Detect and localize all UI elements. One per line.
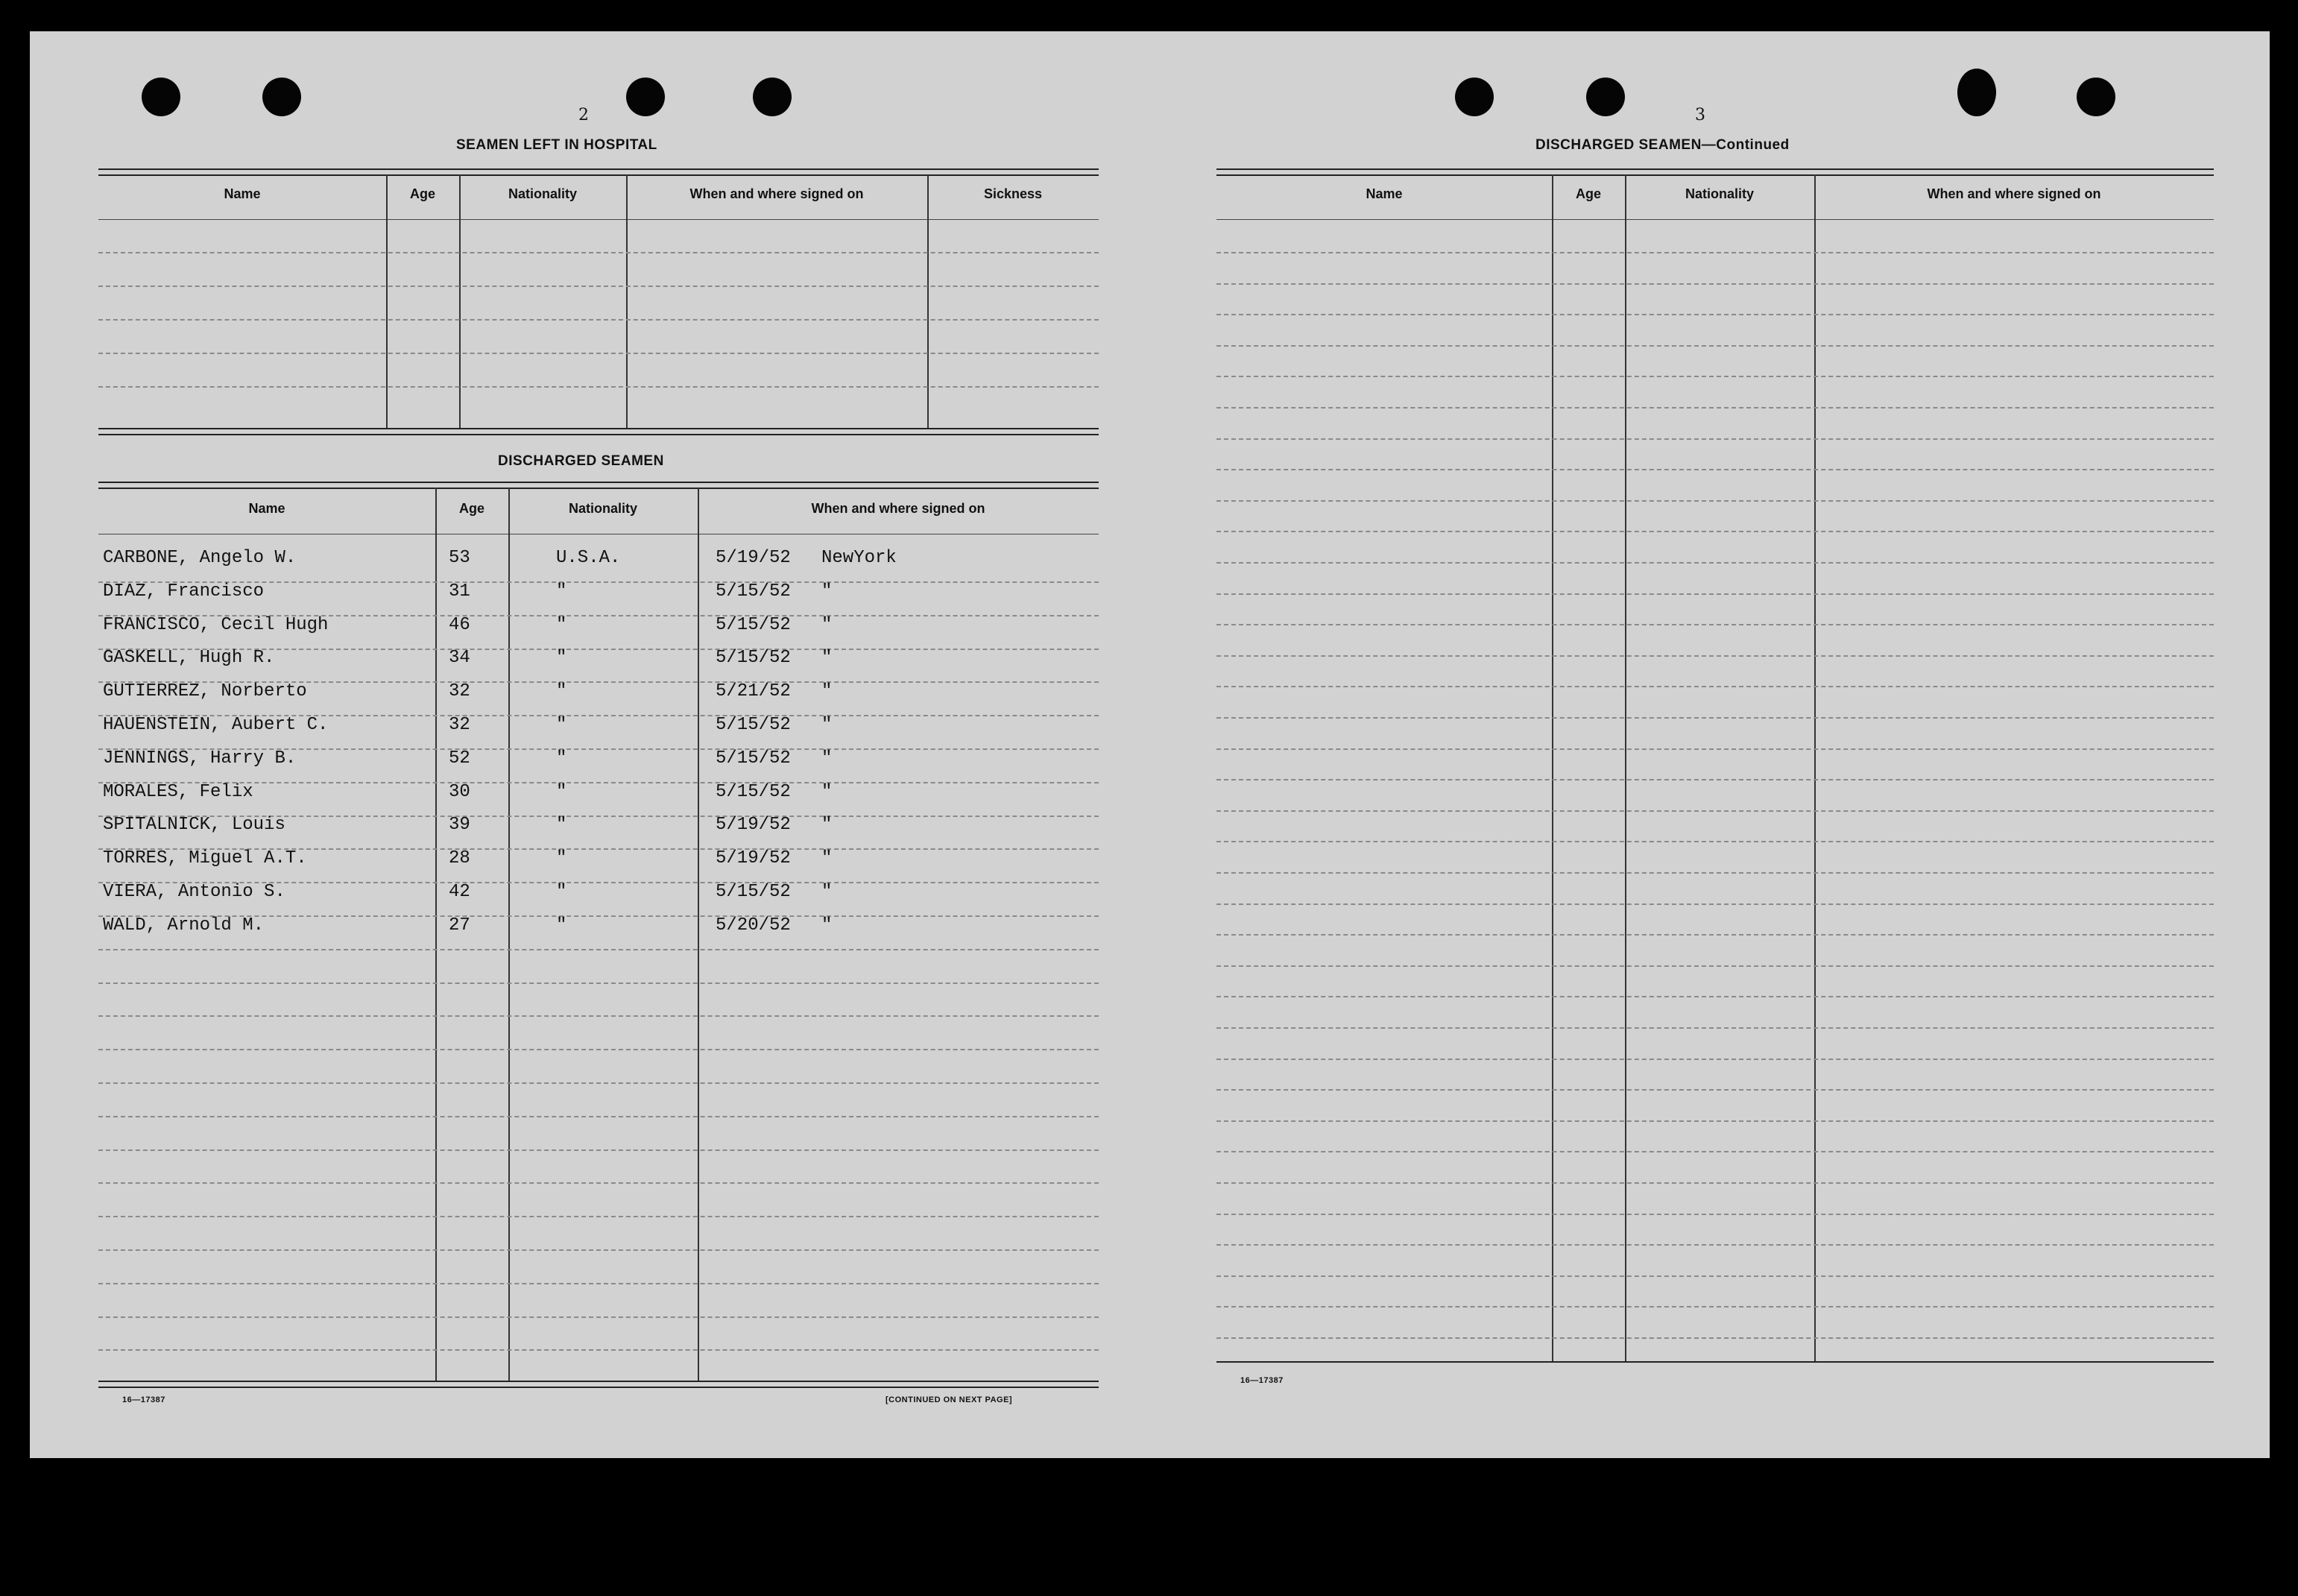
ruled-line — [1216, 903, 2214, 905]
signed-on-date: 5/15/52 — [716, 581, 791, 602]
ruled-line — [98, 1349, 1099, 1351]
table-rule — [98, 1387, 1099, 1388]
seaman-age: 46 — [449, 614, 470, 635]
signed-on-date: 5/19/52 — [716, 848, 791, 869]
column-header-nationality: Nationality — [568, 501, 637, 516]
seaman-name: JENNINGS, Harry B. — [103, 748, 297, 769]
seaman-name: TORRES, Miguel A.T. — [103, 848, 307, 869]
ruled-line — [1216, 562, 2214, 564]
table-rule — [1216, 219, 2214, 220]
signed-on-place: NewYork — [821, 548, 897, 568]
ruled-line — [98, 1216, 1099, 1217]
seaman-name: MORALES, Felix — [103, 781, 253, 802]
ruled-line — [98, 982, 1099, 984]
ruled-line — [1216, 624, 2214, 625]
signed-on-date: 5/15/52 — [716, 614, 791, 635]
ruled-line — [1216, 965, 2214, 967]
seaman-nationality: " — [556, 915, 567, 936]
ruled-line — [1216, 1337, 2214, 1339]
ruled-line — [1216, 252, 2214, 253]
seaman-age: 34 — [449, 648, 470, 669]
punch-hole — [142, 78, 180, 116]
seaman-nationality: " — [556, 815, 567, 836]
ruled-line — [98, 1015, 1099, 1017]
column-divider — [386, 174, 388, 428]
signed-on-date: 5/19/52 — [716, 548, 791, 568]
seaman-name: HAUENSTEIN, Aubert C. — [103, 715, 329, 735]
seaman-age: 39 — [449, 815, 470, 836]
column-header-name: Name — [1366, 186, 1403, 201]
ruled-line — [1216, 1182, 2214, 1184]
punch-hole — [1957, 69, 1996, 116]
form-number: 16—17387 — [122, 1395, 165, 1404]
continued-note: [CONTINUED ON NEXT PAGE] — [886, 1395, 1013, 1404]
signed-on-date: 5/20/52 — [716, 915, 791, 936]
table-rule — [1216, 168, 2214, 170]
signed-on-place: " — [821, 648, 833, 669]
signed-on-date: 5/21/52 — [716, 681, 791, 702]
seaman-nationality: " — [556, 748, 567, 769]
discharged-continued-title: DISCHARGED SEAMEN—Continued — [1535, 137, 1790, 153]
column-header-signed-on: When and where signed on — [689, 186, 864, 201]
column-header-name: Name — [248, 501, 285, 516]
seaman-age: 30 — [449, 781, 470, 802]
ruled-line — [1216, 1275, 2214, 1277]
ruled-line — [1216, 1120, 2214, 1122]
seaman-nationality: " — [556, 715, 567, 735]
seaman-name: GUTIERREZ, Norberto — [103, 681, 307, 702]
signed-on-date: 5/15/52 — [716, 648, 791, 669]
column-header-name: Name — [224, 186, 261, 201]
ruled-line — [1216, 438, 2214, 440]
punch-hole — [2077, 78, 2115, 116]
ruled-line — [1216, 996, 2214, 997]
seaman-age: 27 — [449, 915, 470, 936]
column-divider — [459, 174, 461, 428]
seaman-name: VIERA, Antonio S. — [103, 882, 285, 902]
column-header-age: Age — [458, 501, 484, 516]
ruled-line — [98, 386, 1099, 388]
column-divider — [508, 488, 510, 1381]
signed-on-place: " — [821, 848, 833, 869]
table-rule — [1216, 174, 2214, 176]
ruled-line — [1216, 1059, 2214, 1060]
seaman-nationality: " — [556, 781, 567, 802]
ruled-line — [1216, 1306, 2214, 1308]
seaman-age: 42 — [449, 882, 470, 902]
column-header-signed-on: When and where signed on — [1927, 186, 2101, 201]
column-divider — [927, 174, 929, 428]
signed-on-place: " — [821, 781, 833, 802]
ruled-line — [1216, 655, 2214, 657]
signed-on-date: 5/15/52 — [716, 715, 791, 735]
signed-on-date: 5/15/52 — [716, 748, 791, 769]
ruled-line — [98, 1283, 1099, 1284]
signed-on-place: " — [821, 715, 833, 735]
column-header-sickness: Sickness — [983, 186, 1043, 201]
seaman-name: WALD, Arnold M. — [103, 915, 265, 936]
ruled-line — [98, 1082, 1099, 1084]
column-header-nationality: Nationality — [508, 186, 577, 201]
ruled-line — [1216, 314, 2214, 315]
ruled-line — [98, 949, 1099, 950]
table-rule — [98, 1381, 1099, 1382]
punch-hole — [262, 78, 301, 116]
ruled-line — [1216, 283, 2214, 285]
seaman-name: CARBONE, Angelo W. — [103, 548, 297, 568]
ruled-line — [98, 252, 1099, 253]
ruled-line — [1216, 1214, 2214, 1215]
seaman-name: DIAZ, Francisco — [103, 581, 265, 602]
seaman-age: 31 — [449, 581, 470, 602]
ruled-line — [1216, 841, 2214, 842]
seaman-nationality: " — [556, 848, 567, 869]
seaman-nationality: " — [556, 648, 567, 669]
ruled-line — [1216, 500, 2214, 502]
form-number: 16—17387 — [1240, 1376, 1284, 1385]
ruled-line — [1216, 469, 2214, 470]
signed-on-place: " — [821, 748, 833, 769]
ruled-line — [98, 1182, 1099, 1184]
seaman-age: 28 — [449, 848, 470, 869]
punch-hole — [1455, 78, 1494, 116]
table-rule — [98, 219, 1099, 220]
ruled-line — [1216, 686, 2214, 687]
table-rule — [1216, 1361, 2214, 1363]
column-header-age: Age — [1575, 186, 1601, 201]
ruled-line — [1216, 1027, 2214, 1029]
signed-on-place: " — [821, 882, 833, 902]
seaman-nationality: " — [556, 581, 567, 602]
seaman-name: FRANCISCO, Cecil Hugh — [103, 614, 329, 635]
column-header-nationality: Nationality — [1685, 186, 1754, 201]
column-header-signed-on: When and where signed on — [811, 501, 985, 516]
table-rule — [98, 174, 1099, 176]
signed-on-place: " — [821, 915, 833, 936]
signed-on-place: " — [821, 681, 833, 702]
ruled-line — [1216, 717, 2214, 719]
seaman-age: 52 — [449, 748, 470, 769]
column-divider — [698, 488, 699, 1381]
page-number: 3 — [1695, 106, 1705, 124]
signed-on-date: 5/15/52 — [716, 882, 791, 902]
ruled-line — [1216, 1151, 2214, 1152]
column-divider — [435, 488, 437, 1381]
ruled-line — [1216, 376, 2214, 377]
seaman-age: 53 — [449, 548, 470, 568]
ruled-line — [98, 286, 1099, 287]
seaman-nationality: U.S.A. — [556, 548, 621, 568]
ruled-line — [1216, 345, 2214, 347]
ruled-line — [1216, 810, 2214, 812]
seaman-name: GASKELL, Hugh R. — [103, 648, 275, 669]
table-rule — [98, 168, 1099, 170]
seaman-nationality: " — [556, 681, 567, 702]
signed-on-date: 5/19/52 — [716, 815, 791, 836]
table-rule — [98, 488, 1099, 489]
ruled-line — [98, 1149, 1099, 1151]
column-divider — [626, 174, 628, 428]
table-rule — [98, 482, 1099, 483]
ruled-line — [1216, 1244, 2214, 1246]
seaman-name: SPITALNICK, Louis — [103, 815, 285, 836]
ruled-line — [1216, 407, 2214, 409]
signed-on-place: " — [821, 815, 833, 836]
signed-on-place: " — [821, 614, 833, 635]
ruled-line — [1216, 779, 2214, 780]
column-header-age: Age — [409, 186, 435, 201]
ruled-line — [1216, 934, 2214, 936]
signed-on-place: " — [821, 581, 833, 602]
ruled-line — [98, 1249, 1099, 1251]
ruled-line — [1216, 1089, 2214, 1091]
ruled-line — [98, 1316, 1099, 1318]
ruled-line — [1216, 872, 2214, 874]
punch-hole — [1586, 78, 1625, 116]
signed-on-date: 5/15/52 — [716, 781, 791, 802]
ruled-line — [98, 353, 1099, 354]
ruled-line — [98, 1116, 1099, 1117]
seaman-age: 32 — [449, 681, 470, 702]
ruled-line — [98, 319, 1099, 321]
discharged-section-title: DISCHARGED SEAMEN — [498, 453, 664, 469]
ruled-line — [98, 1049, 1099, 1050]
ruled-line — [1216, 593, 2214, 595]
seaman-age: 32 — [449, 715, 470, 735]
hospital-section-title: SEAMEN LEFT IN HOSPITAL — [456, 137, 657, 153]
seaman-nationality: " — [556, 882, 567, 902]
ruled-line — [1216, 531, 2214, 532]
ruled-line — [1216, 748, 2214, 750]
punch-hole — [626, 78, 665, 116]
punch-hole — [753, 78, 792, 116]
table-rule — [98, 428, 1099, 429]
seaman-nationality: " — [556, 614, 567, 635]
table-rule — [98, 434, 1099, 435]
manifest-sheet — [30, 31, 2270, 1458]
page-number: 2 — [578, 106, 589, 124]
